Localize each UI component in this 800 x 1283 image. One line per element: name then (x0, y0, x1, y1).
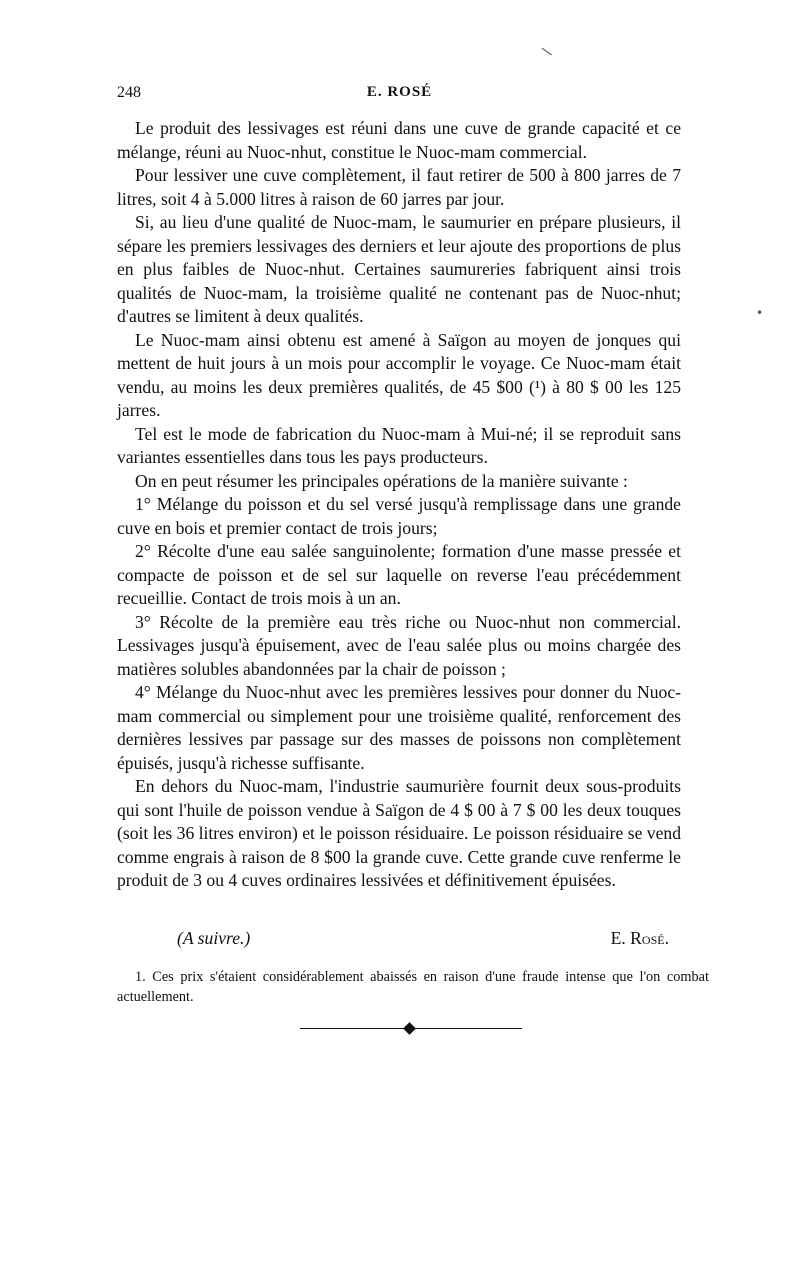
list-item: 3° Récolte de la première eau très riche ou Nuoc-nhut non commercial. Lessivages jusqu'à épuisement, avec de l'eau salée plus ou moins chargée des matières solubles abandonnées par la chair de poisson ; (117, 611, 681, 679)
list-item: 4° Mélange du Nuoc-nhut avec les premières lessives pour donner du Nuoc-mam commercial ou simplement pour une troisième qualité, renforcement des dernières lessives par passage sur des masses de poissons non complètement épuisés, jusqu'à richesse suffisante. (117, 682, 681, 773)
paragraph: Si, au lieu d'une qualité de Nuoc-mam, le saumurier en prépare plusieurs, il sépare les premiers lessivages des derniers et leur ajoute des proportions de plus en plus faibles de Nuoc-nhut. Certaines saumureries fabriquent ainsi trois qualités de Nuoc-mam, la troisième qualité ne contenant pas de Nuoc-nhut; d'autres se limitent à deux qualités. (117, 212, 681, 326)
list-item: 2° Récolte d'une eau salée sanguinolente; formation d'une masse pressée et compacte de poisson et de sel sur laquelle on reverse l'eau précédemment recueillie. Contact de trois mois à un an. (117, 541, 681, 608)
to-be-continued: (A suivre.) (177, 928, 251, 948)
page-header (117, 84, 682, 106)
list-item: 1° Mélange du poisson et du sel versé jusqu'à remplissage dans une grande cuve en bois et premier contact de trois jours; (117, 494, 681, 538)
closing-line (117, 928, 681, 952)
body-text (117, 117, 681, 893)
paragraph: Le Nuoc-mam ainsi obtenu est amené à Saïgon au moyen de jonques qui mettent de huit jours à un mois pour accomplir le voyage. Ce Nuoc-mam était vendu, au moins les deux premières qualités, de 45 $00 (¹) à 80 $ 00 les 125 jarres. (117, 329, 681, 420)
author-signature: E. Rosé. (610, 928, 669, 948)
footnote: 1. Ces prix s'étaient considérablement abaissés en raison d'une fraude intense que l'on combat actuellement. (117, 969, 709, 1005)
paragraph: Le produit des lessivages est réuni dans une cuve de grande capacité et ce mélange, réuni au Nuoc-nhut, constitue le Nuoc-mam commercial. (117, 118, 681, 162)
paragraph: En dehors du Nuoc-mam, l'industrie saumurière fournit deux sous-produits qui sont l'huile de poisson vendue à Saïgon de 4 $ 00 à 7 $ 00 les deux touques (soit les 36 litres environ) et le poisson résiduaire. Le poisson résiduaire se vend comme engrais à raison de 8 $00 la grande cuve. Cette grande cuve renferme le produit de 3 ou 4 cuves ordinaires lessivées et définitivement épuisées. (117, 776, 681, 890)
running-head: E. ROSÉ (366, 84, 433, 100)
scan-mark: | (539, 45, 553, 57)
diamond-ornament-icon (403, 1022, 416, 1035)
end-ornament-rule (300, 1022, 522, 1036)
page-number: 248 (117, 84, 141, 101)
paragraph: Tel est le mode de fabrication du Nuoc-mam à Mui-né; il se reproduit sans variantes essentielles dans tous les pays producteurs. (117, 423, 681, 467)
paragraph: Pour lessiver une cuve complètement, il faut retirer de 500 à 800 jarres de 7 litres, soit 4 à 5.000 litres à raison de 60 jarres par jour. (117, 165, 681, 209)
paragraph: On en peut résumer les principales opérations de la manière suivante : (135, 470, 628, 491)
scan-dot: • (756, 306, 764, 320)
